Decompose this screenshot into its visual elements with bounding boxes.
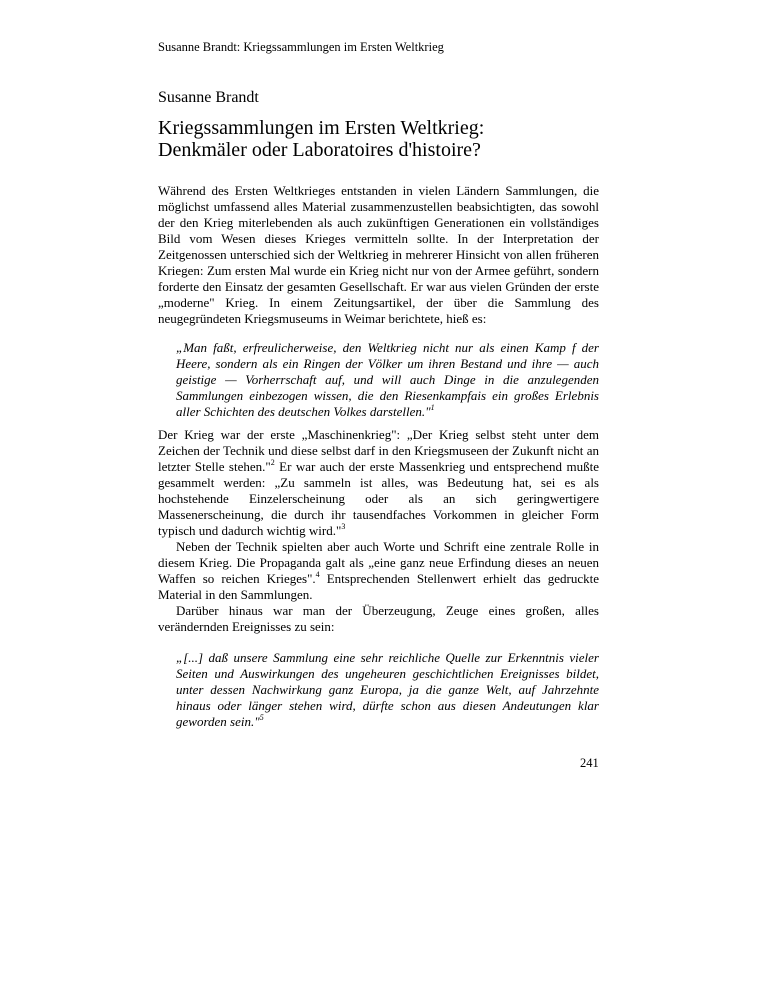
quote-line: Heere, sondern als ein Ringen der Völker um ihren Bestand und ihre — auch [176,356,599,371]
footnote-ref: 2 [270,458,275,467]
text-line [158,571,599,587]
text-line [158,459,599,475]
text-line: Neben der Technik spielten aber auch Worte und Schrift eine zentrale Rolle in [176,539,599,554]
running-header: Susanne Brandt: Kriegssammlungen im Ersten Weltkrieg [158,40,444,54]
quote-line: geistige — Vorherrschaft auf, und will auch Dinge in die anzulegenden [176,372,599,387]
text-line: neugegründeten Kriegsmuseums in Weimar berichtete, hieß es: [158,311,487,326]
title-line: Denkmäler oder Laboratoires d'histoire? [158,139,481,161]
text-line: Der Krieg war der erste „Maschinenkrieg": „Der Krieg selbst steht unter dem [158,427,599,442]
text-line: der den Krieg miterlebenden als auch zukünftigen Generationen ein vollständiges [158,215,599,230]
footnote-ref: 3 [341,522,346,531]
text-fragment: letzter Stelle stehen." [158,459,271,474]
author-name: Susanne Brandt [158,89,259,106]
footnote-ref: 5 [259,713,264,722]
footnote-ref: 1 [430,403,435,412]
quote-line: „Man faßt, erfreulicherweise, den Weltkrieg nicht nur als einen Kamp f der [176,340,599,355]
text-fragment: Er war auch der erste Massenkrieg und entsprechend mußte [274,459,599,474]
text-line: Bild vom Wesen dieses Krieges vermitteln sollte. In der Interpretation der [158,231,599,246]
paragraph-propaganda [158,539,599,603]
quote-line: Seiten und Auswirkungen des ungeheuren geschichtlichen Ereignisses bildet, [176,666,599,681]
block-quote-1 [176,340,599,420]
quote-line-text: geworden sein." [176,714,260,729]
paragraph-machine-war [158,427,599,539]
text-line: gesammelt werden: „Zu sammeln ist alles, was Bedeutung hat, sei es als [158,475,599,490]
text-line: Kriegen: Zum ersten Mal wurde ein Krieg nicht nur von der Armee geführt, sondern [158,263,599,278]
article-title [158,117,484,161]
text-line: Während des Ersten Weltkrieges entstanden in vielen Ländern Sammlungen, die [158,183,599,198]
text-line: diesem Krieg. Die Propaganda galt als „eine ganz neue Erfindung dieses an neuen [158,555,599,570]
text-fragment: typisch und dadurch wichtig wird." [158,523,342,538]
quote-line: „[...] daß unsere Sammlung eine sehr reichliche Quelle zur Erkenntnis vieler [176,650,599,665]
text-line: verändernden Ereignisses zu sein: [158,619,335,634]
paragraph-intro [158,183,599,327]
title-line: Kriegssammlungen im Ersten Weltkrieg: [158,117,485,139]
text-line: möglichst umfassend alles Material zusammenzustellen beabsichtigten, das sowohl [158,199,599,214]
quote-line: Sammlungen einbezogen wissen, die den Riesenkampfais ein großes Erlebnis [176,388,599,403]
text-line: hochstehende Einzelerscheinung oder als an sich geringwertigere [158,491,599,506]
quote-line-text: aller Schichten des deutschen Volkes darstellen." [176,404,431,419]
block-quote-2 [176,650,599,730]
quote-line [176,714,599,730]
text-line: Zeitgenossen unterschied sich der Weltkrieg in mehrerer Hinsicht von allen früheren [158,247,599,262]
text-line [158,523,599,539]
quote-line: unter dessen Nachwirkung ganz Europa, ja die ganze Welt, auf Jahrzehnte [176,682,599,697]
text-line: forderte den Einsatz der gesamten Gesellschaft. Er war aus vielen Gründen der erste [158,279,599,294]
text-line: „moderne" Krieg. In einem Zeitungsartikel, der über die Sammlung des [158,295,599,310]
footnote-ref: 4 [315,570,320,579]
quote-line [176,404,599,420]
text-line: Zeichen der Technik und diese selbst darf in den Kriegsmuseen der Zukunft nicht an [158,443,599,458]
text-line: Material in den Sammlungen. [158,587,313,602]
quote-line: hinaus oder länger stehen wird, dürfte schon aus diesen Andeutungen klar [176,698,599,713]
page-number: 241 [580,756,599,770]
text-fragment: Entsprechenden Stellenwert erhielt das gedruckte [319,571,599,586]
text-fragment: Waffen so reichen Krieges". [158,571,316,586]
text-line: Darüber hinaus war man der Überzeugung, Zeuge eines großen, alles [176,603,599,618]
paragraph-conviction [158,603,599,635]
text-line: Massenerscheinung, die durch ihr tausendfaches Vorkommen in gleicher Form [158,507,599,522]
